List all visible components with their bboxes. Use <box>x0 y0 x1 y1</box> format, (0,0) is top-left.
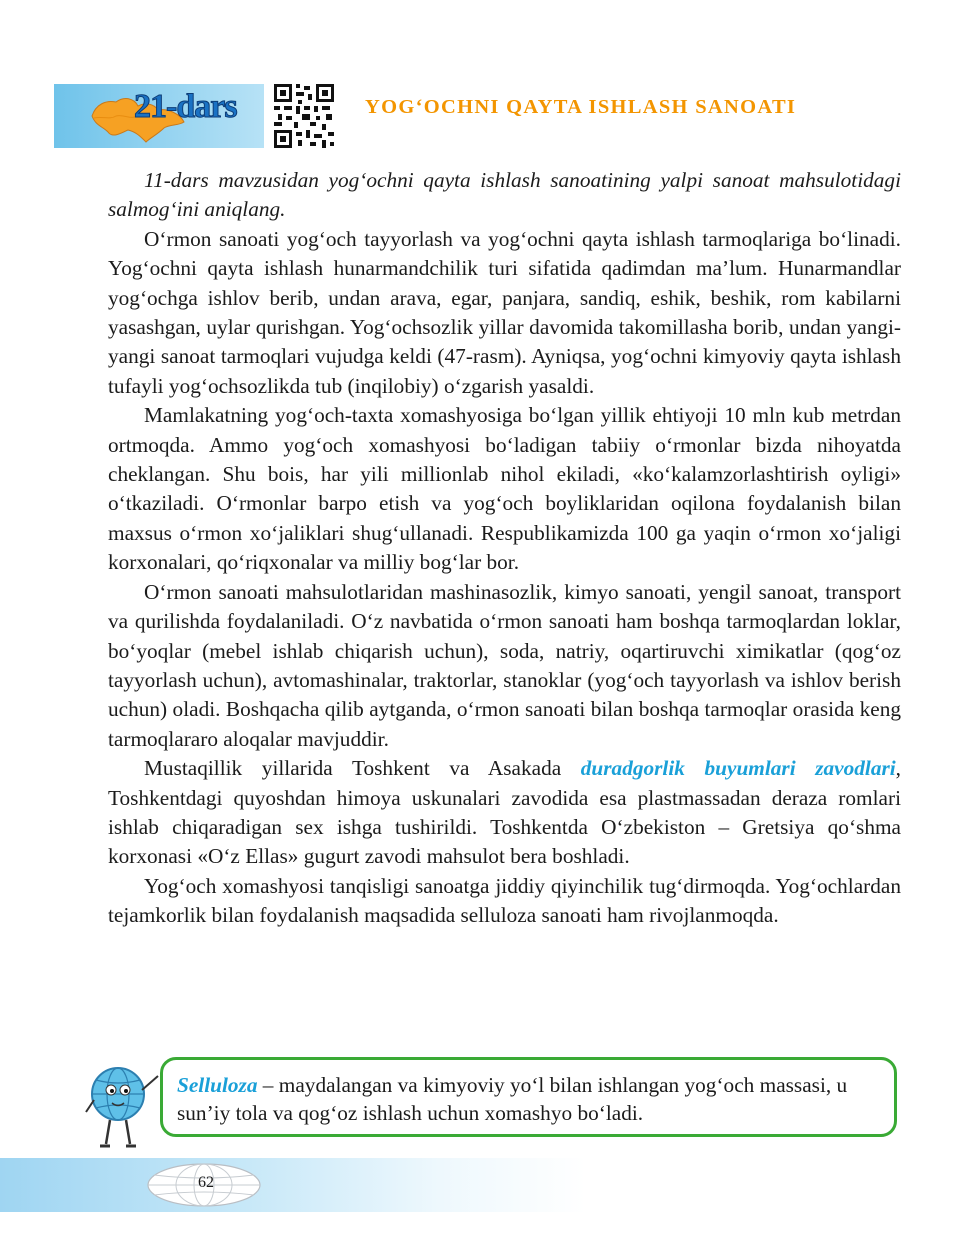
qr-code-icon[interactable] <box>272 82 336 150</box>
definition-text: – maydalangan va kimyoviy yo‘l bilan ishlangan yog‘och massasi, u sun’iy tola va qog‘oz ishlash uchun xomashyo bo‘ladi. <box>177 1073 848 1125</box>
paragraph-independence-years <box>108 754 901 872</box>
definition-box <box>160 1057 897 1137</box>
page-number: 62 <box>198 1174 214 1191</box>
paragraph-cellulose-industry: Yog‘och xomashyosi tanqisligi sanoatga jiddiy qiyinchilik tug‘dirmoqda. Yog‘ochlardan tejamkorlik bilan foydalanish maqsadida selluloza sanoati ham rivojlanmoqda. <box>108 873 901 928</box>
definition-term: Selluloza <box>177 1073 258 1097</box>
paragraph-forest-industry: O‘rmon sanoati yog‘och tayyorlash va yog‘ochni qayta ishlash tarmoqlariga bo‘linadi. Yog‘ochni qayta ishlash hunarmandchilik turi sifatida qadimdan ma’lum. Hunarmandlar yog‘ochga ishlov berib, undan arava, egar, panjara, sandiq, eshik, beshik, rom kabilarni yasashgan, uylar qurishgan. Yog‘ochsozlik yillar davomida takomillasha borib, undan yangi-yangi sanoat tarmoqlari vujudga keldi (47-rasm). Ayniqsa, yog‘ochni kimyoviy qayta ishlash tufayli yog‘ochsozlikda tub (inqilobiy) o‘zgarish yasaldi. <box>108 226 901 398</box>
intro-question: 11-dars mavzusidan yog‘ochni qayta ishlash sanoatining yalpi sanoat mahsulotidagi salmog‘ini aniqlang. <box>108 168 901 222</box>
globe-mascot-icon <box>84 1060 164 1152</box>
lesson-header-banner <box>54 84 264 148</box>
paragraph-text-start: Mustaqillik yillarida Toshkent va Asakada <box>144 756 581 781</box>
highlighted-term: duradgorlik buyumlari zavodlari <box>580 756 896 781</box>
paragraph-text-end: , Toshkentdagi quyoshdan himoya uskunalari zavodida esa plastmassadan deraza romlari ishlab chiqaradigan sex ishga tushirildi. Toshkentda O‘zbekiston – Gretsiya qo‘shma korxonasi «O‘z Ellas» gugurt zavodi mahsulot bera boshladi. <box>108 756 901 869</box>
lesson-number-badge: 21-dars <box>134 88 237 125</box>
lesson-body <box>108 166 901 931</box>
page-title: YOG‘OCHNI QAYTA ISHLASH SANOATI <box>365 96 797 118</box>
paragraph-raw-material-demand: Mamlakatning yog‘och-taxta xomashyosiga bo‘lgan yillik ehtiyoji 10 mln kub metrdan ortmoqda. Ammo yog‘och xomashyosi bo‘ladigan tabiiy o‘rmonlar bizda nihoyatda cheklangan. Shu bois, har yili millionlab nihol ekiladi, «ko‘kalamzorlashtirish oyligi» o‘tkaziladi. O‘rmonlar barpo etish va yog‘och boyliklaridan oqilona foydalanish bilan maxsus o‘rmon xo‘jaliklari shug‘ullanadi. Respublikamizda 100 ga yaqin o‘rmon xo‘jaligi korxonalari, qo‘riqxonalar va milliy bog‘lar bor. <box>108 403 901 575</box>
paragraph-industry-links: O‘rmon sanoati mahsulotlaridan mashinasozlik, kimyo sanoati, yengil sanoat, transport va qurilishda foydalaniladi. O‘z navbatida o‘rmon sanoati ham boshqa tarmoqlardan loklar, bo‘yoqlar (mebel ishlab chiqarish uchun), soda, natriy, oqartiruvchi ximikatlar (qog‘oz tayyorlash uchun), avtomashinalar, traktorlar, stanoklar (yog‘och tayyorlash va ishlov berish uchun) oladi. Boshqacha qilib aytganda, o‘rmon sanoati bilan boshqa tarmoqlar orasida keng tarmoqlararo aloqalar mavjuddir. <box>108 579 901 751</box>
